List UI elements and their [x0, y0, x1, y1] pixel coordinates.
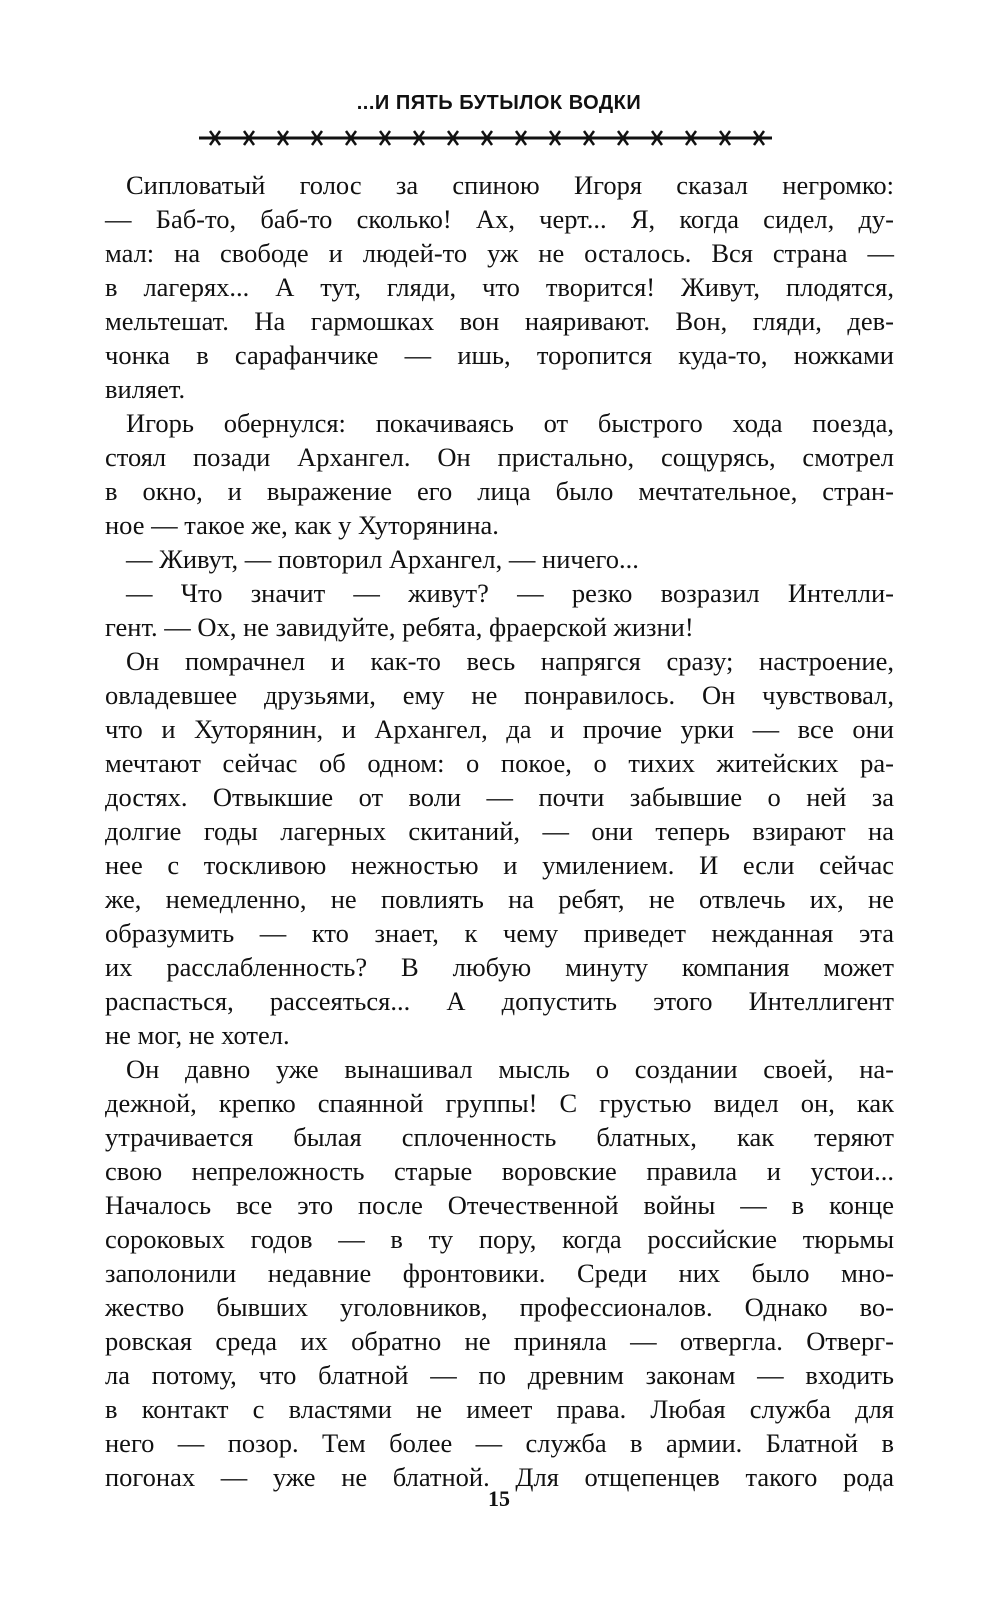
text-line: ла потому, что блатной — по древним законам — входить [105, 1360, 894, 1390]
text-line: распасться, рассеяться... А допустить этого Интеллигент [105, 986, 894, 1016]
text-line: свою непреложность старые воровские правила и устои... [105, 1156, 894, 1186]
text-line: в лагерях... А тут, гляди, что творится! Живут, плодятся, [105, 272, 894, 302]
text-line: сороковых годов — в ту пору, когда российские тюрьмы [105, 1224, 894, 1254]
text-line: ное — такое же, как у Хуторянина. [105, 510, 499, 540]
text-line: Он давно уже вынашивал мысль о создании своей, на- [126, 1054, 894, 1084]
text-line: не мог, не хотел. [105, 1020, 290, 1050]
page-number: 15 [488, 1486, 510, 1511]
running-title: ...И ПЯТЬ БУТЫЛОК ВОДКИ [356, 92, 642, 114]
text-line: чонка в сарафанчике — ишь, торопится куда-то, ножками [105, 340, 894, 370]
text-line: заполонили недавние фронтовики. Среди них было мно- [105, 1258, 894, 1288]
text-line: же, немедленно, не повлиять на ребят, не отвлечь их, не [105, 884, 894, 914]
barbed-wire-divider-icon [197, 126, 774, 150]
text-line: образумить — кто знает, к чему приведет нежданная эта [105, 918, 894, 948]
text-line: дежной, крепко спаянной группы! С грустью видел он, как [105, 1088, 894, 1118]
text-line: стоял позади Архангел. Он пристально, сощурясь, смотрел [105, 442, 894, 472]
text-line: — Живут, — повторил Архангел, — ничего... [126, 544, 639, 574]
text-line: мечтают сейчас об одном: о покое, о тихих житейских ра- [105, 748, 894, 778]
text-line: долгие годы лагерных скитаний, — они теперь взирают на [105, 816, 894, 846]
text-line: жество бывших уголовников, профессионалов. Однако во- [105, 1292, 894, 1322]
text-line: нее с тоскливою нежностью и умилением. И если сейчас [105, 850, 894, 880]
text-line: Сипловатый голос за спиною Игоря сказал негромко: [126, 170, 894, 200]
text-line: утрачивается былая сплоченность блатных, как теряют [105, 1122, 894, 1152]
text-line: — Что значит — живут? — резко возразил Интелли- [126, 578, 894, 608]
text-line: Он помрачнел и как-то весь напрягся сразу; настроение, [126, 646, 894, 676]
text-line: ровская среда их обратно не приняла — отвергла. Отверг- [105, 1326, 894, 1356]
text-line: Началось все это после Отечественной войны — в конце [105, 1190, 894, 1220]
text-line: виляет. [105, 374, 186, 404]
text-line: — Баб-то, баб-то сколько! Ах, черт... Я, когда сидел, ду- [105, 204, 894, 234]
text-line: в окно, и выражение его лица было мечтательное, стран- [105, 476, 894, 506]
text-line: их расслабленность? В любую минуту компания может [105, 952, 894, 982]
text-line: что и Хуторянин, и Архангел, да и прочие урки — все они [105, 714, 894, 744]
text-line: достях. Отвыкшие от воли — почти забывшие о ней за [105, 782, 894, 812]
text-line: погонах — уже не блатной. Для отщепенцев такого рода [105, 1462, 894, 1492]
text-line: Игорь обернулся: покачиваясь от быстрого хода поезда, [126, 408, 894, 438]
text-line: мельтешат. На гармошках вон наяривают. Вон, гляди, дев- [105, 306, 894, 336]
text-line: мал: на свободе и людей-то уж не осталось. Вся страна — [105, 238, 894, 268]
text-line: овладевшее друзьями, ему не понравилось. Он чувствовал, [105, 680, 894, 710]
text-line: в контакт с властями не имеет права. Любая служба для [105, 1394, 894, 1424]
text-line: гент. — Ох, не завидуйте, ребята, фраерской жизни! [105, 612, 694, 642]
text-line: него — позор. Тем более — служба в армии. Блатной в [105, 1428, 894, 1458]
